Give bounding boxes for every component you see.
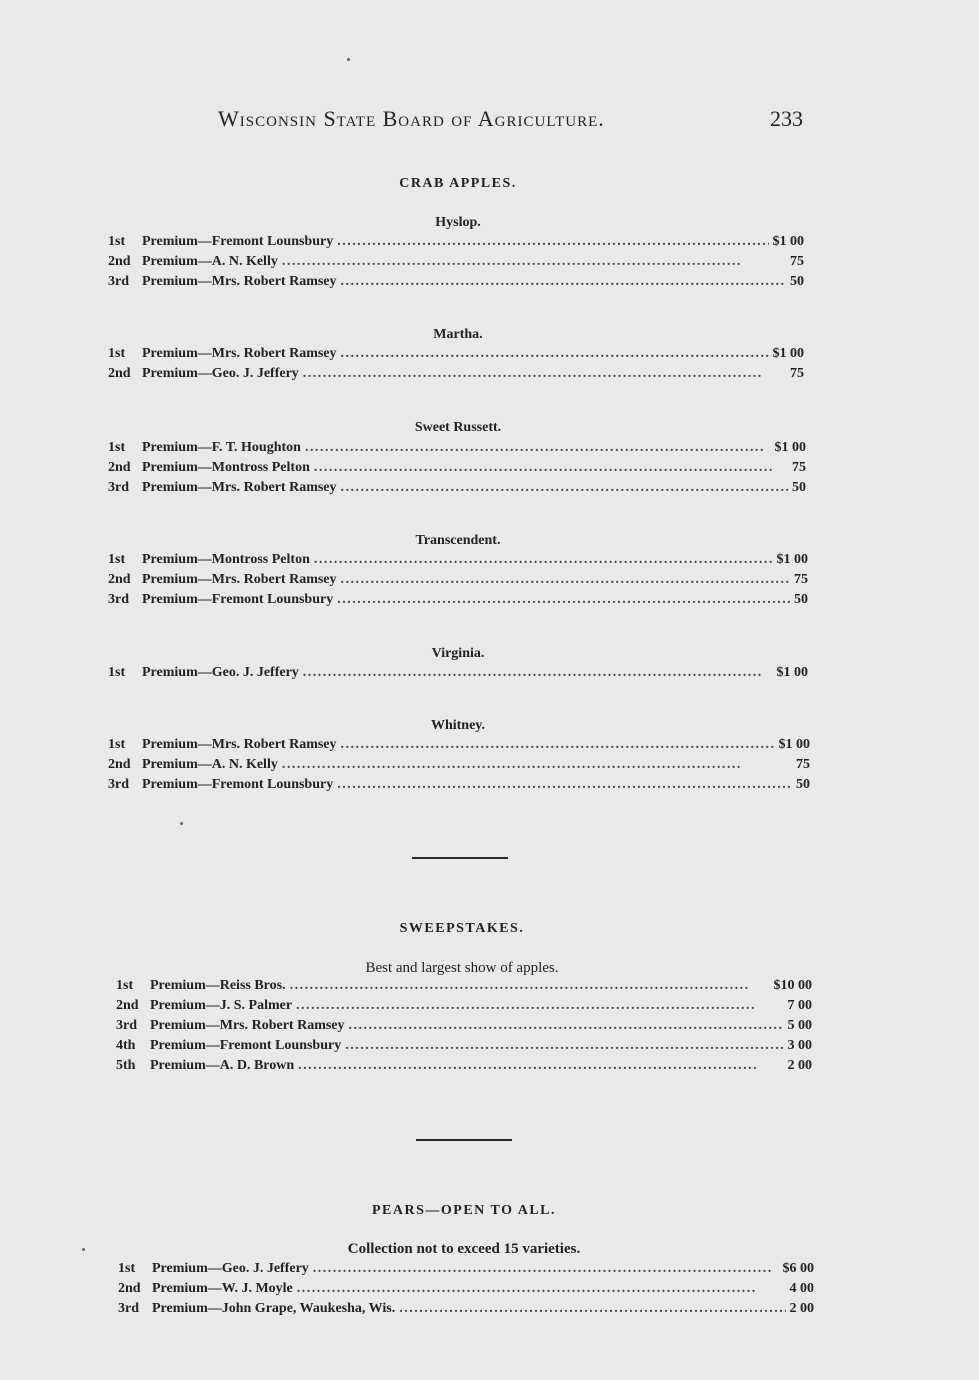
pears-list [118,1261,814,1321]
place-label: 3rd [108,480,129,495]
premium-winner: Premium—A. D. Brown [150,1058,295,1073]
premium-row [108,366,804,386]
dot-leader [303,665,773,681]
premium-winner: Premium—Montross Pelton [142,460,310,475]
premium-amount: $1 00 [778,737,810,752]
dot-leader [341,480,788,496]
premium-winner: Premium—Fremont Lounsbury [142,234,334,249]
page-header [218,106,803,136]
variety-heading-hyslop: Hyslop. [435,215,481,230]
place-label: 3rd [116,1018,137,1033]
premium-winner: Premium—Fremont Lounsbury [142,592,334,607]
premium-winner: Premium—Mrs. Robert Ramsey [150,1018,345,1033]
dot-leader [399,1301,785,1317]
section-title-pears: PEARS—OPEN TO ALL. [371,1203,557,1218]
premium-row [116,1018,812,1038]
place-label: 2nd [116,998,139,1013]
premium-amount: $1 00 [774,440,806,455]
premium-row [108,460,806,480]
premium-amount: 50 [790,274,804,289]
premium-row [108,665,808,685]
premium-amount: 7 00 [787,998,812,1013]
premium-winner: Premium—F. T. Houghton [142,440,301,455]
premium-winner: Premium—John Grape, Waukesha, Wis. [152,1301,396,1316]
premium-amount: $1 00 [772,234,804,249]
dot-leader [341,572,790,588]
premium-winner: Premium—Mrs. Robert Ramsey [142,274,337,289]
premium-amount: 75 [790,254,804,269]
premium-amount: 75 [794,572,808,587]
dot-leader [349,1018,784,1034]
variety-list-virginia [108,665,808,685]
section-title-crab-apples: CRAB APPLES. [399,176,517,191]
scan-speck [347,58,350,61]
place-label: 2nd [108,254,131,269]
dot-leader [345,1038,783,1054]
premium-row [116,998,812,1018]
premium-winner: Premium—Mrs. Robert Ramsey [142,480,337,495]
variety-heading-virginia: Virginia. [431,646,485,661]
section-title-sweepstakes: SWEEPSTAKES. [399,921,525,936]
premium-amount: 2 00 [787,1058,812,1073]
premium-row [108,480,806,500]
dot-leader [341,274,786,290]
dot-leader [314,552,773,568]
premium-row [108,274,804,294]
place-label: 2nd [108,757,131,772]
premium-winner: Premium—A. N. Kelly [142,254,278,269]
premium-winner: Premium—Mrs. Robert Ramsey [142,572,337,587]
place-label: 3rd [108,274,129,289]
place-label: 1st [108,346,126,361]
dot-leader [337,234,768,250]
dot-leader [303,366,786,382]
premium-row [108,234,804,254]
premium-row [116,978,812,998]
dot-leader [298,1058,783,1074]
premium-winner: Premium—Mrs. Robert Ramsey [142,737,337,752]
section-divider [412,857,508,859]
premium-amount: $10 00 [773,978,812,993]
dot-leader [313,1261,779,1277]
premium-amount: 50 [796,777,810,792]
premium-row [108,757,810,777]
premium-amount: 3 00 [787,1038,812,1053]
premium-winner: Premium—Geo. J. Jeffery [142,366,299,381]
scan-speck [180,822,183,825]
place-label: 2nd [108,460,131,475]
running-title: Wisconsin State Board of Agriculture. [218,106,605,131]
premium-amount: 50 [792,480,806,495]
variety-list-martha [108,346,804,386]
premium-row [118,1301,814,1321]
dot-leader [290,978,770,994]
premium-row [118,1261,814,1281]
premium-amount: 5 00 [787,1018,812,1033]
premium-winner: Premium—Geo. J. Jeffery [152,1261,309,1276]
dot-leader [337,592,790,608]
variety-list-transcendent [108,552,808,612]
sweepstakes-list [116,978,812,1078]
dot-leader [305,440,771,456]
variety-list-hyslop [108,234,804,294]
section-divider [416,1139,512,1141]
premium-amount: $1 00 [776,552,808,567]
premium-amount: 75 [790,366,804,381]
premium-amount: 4 00 [789,1281,814,1296]
place-label: 1st [108,234,126,249]
premium-amount: 75 [796,757,810,772]
dot-leader [296,998,783,1014]
premium-amount: 75 [792,460,806,475]
premium-row [108,552,808,572]
place-label: 3rd [118,1301,139,1316]
premium-winner: Premium—Mrs. Robert Ramsey [142,346,337,361]
premium-winner: Premium—Reiss Bros. [150,978,286,993]
place-label: 2nd [108,572,131,587]
premium-row [108,440,806,460]
variety-heading-transcendent: Transcendent. [415,533,501,548]
place-label: 2nd [108,366,131,381]
premium-winner: Premium—Geo. J. Jeffery [142,665,299,680]
premium-winner: Premium—W. J. Moyle [152,1281,293,1296]
place-label: 1st [118,1261,136,1276]
premium-winner: Premium—Fremont Lounsbury [142,777,334,792]
premium-row [116,1038,812,1058]
premium-row [108,737,810,757]
premium-row [118,1281,814,1301]
premium-row [108,346,804,366]
premium-row [108,254,804,274]
premium-winner: Premium—A. N. Kelly [142,757,278,772]
dot-leader [337,777,792,793]
premium-amount: $1 00 [776,665,808,680]
dot-leader [314,460,788,476]
variety-heading-martha: Martha. [433,327,483,342]
place-label: 1st [108,737,126,752]
premium-row [108,592,808,612]
place-label: 2nd [118,1281,141,1296]
place-label: 4th [116,1038,136,1053]
premium-amount: 2 00 [789,1301,814,1316]
premium-row [108,572,808,592]
place-label: 1st [108,665,126,680]
dot-leader [297,1281,786,1297]
premium-winner: Premium—J. S. Palmer [150,998,293,1013]
sweepstakes-subtitle: Best and largest show of apples. [365,960,559,976]
premium-amount: $1 00 [772,346,804,361]
premium-amount: 50 [794,592,808,607]
premium-amount: $6 00 [782,1261,814,1276]
place-label: 3rd [108,592,129,607]
variety-list-sweet-russett [108,440,806,500]
variety-heading-whitney: Whitney. [430,718,486,733]
premium-row [116,1058,812,1078]
premium-winner: Premium—Montross Pelton [142,552,310,567]
premium-row [108,777,810,797]
dot-leader [341,346,769,362]
variety-heading-sweet-russett: Sweet Russett. [414,420,502,435]
scan-speck [82,1248,85,1251]
premium-winner: Premium—Fremont Lounsbury [150,1038,342,1053]
place-label: 1st [116,978,134,993]
dot-leader [341,737,775,753]
dot-leader [282,254,786,270]
place-label: 3rd [108,777,129,792]
place-label: 1st [108,440,126,455]
variety-list-whitney [108,737,810,797]
dot-leader [282,757,792,773]
place-label: 1st [108,552,126,567]
pears-subtitle: Collection not to exceed 15 varieties. [347,1241,581,1257]
page-number: 233 [770,106,803,131]
place-label: 5th [116,1058,136,1073]
